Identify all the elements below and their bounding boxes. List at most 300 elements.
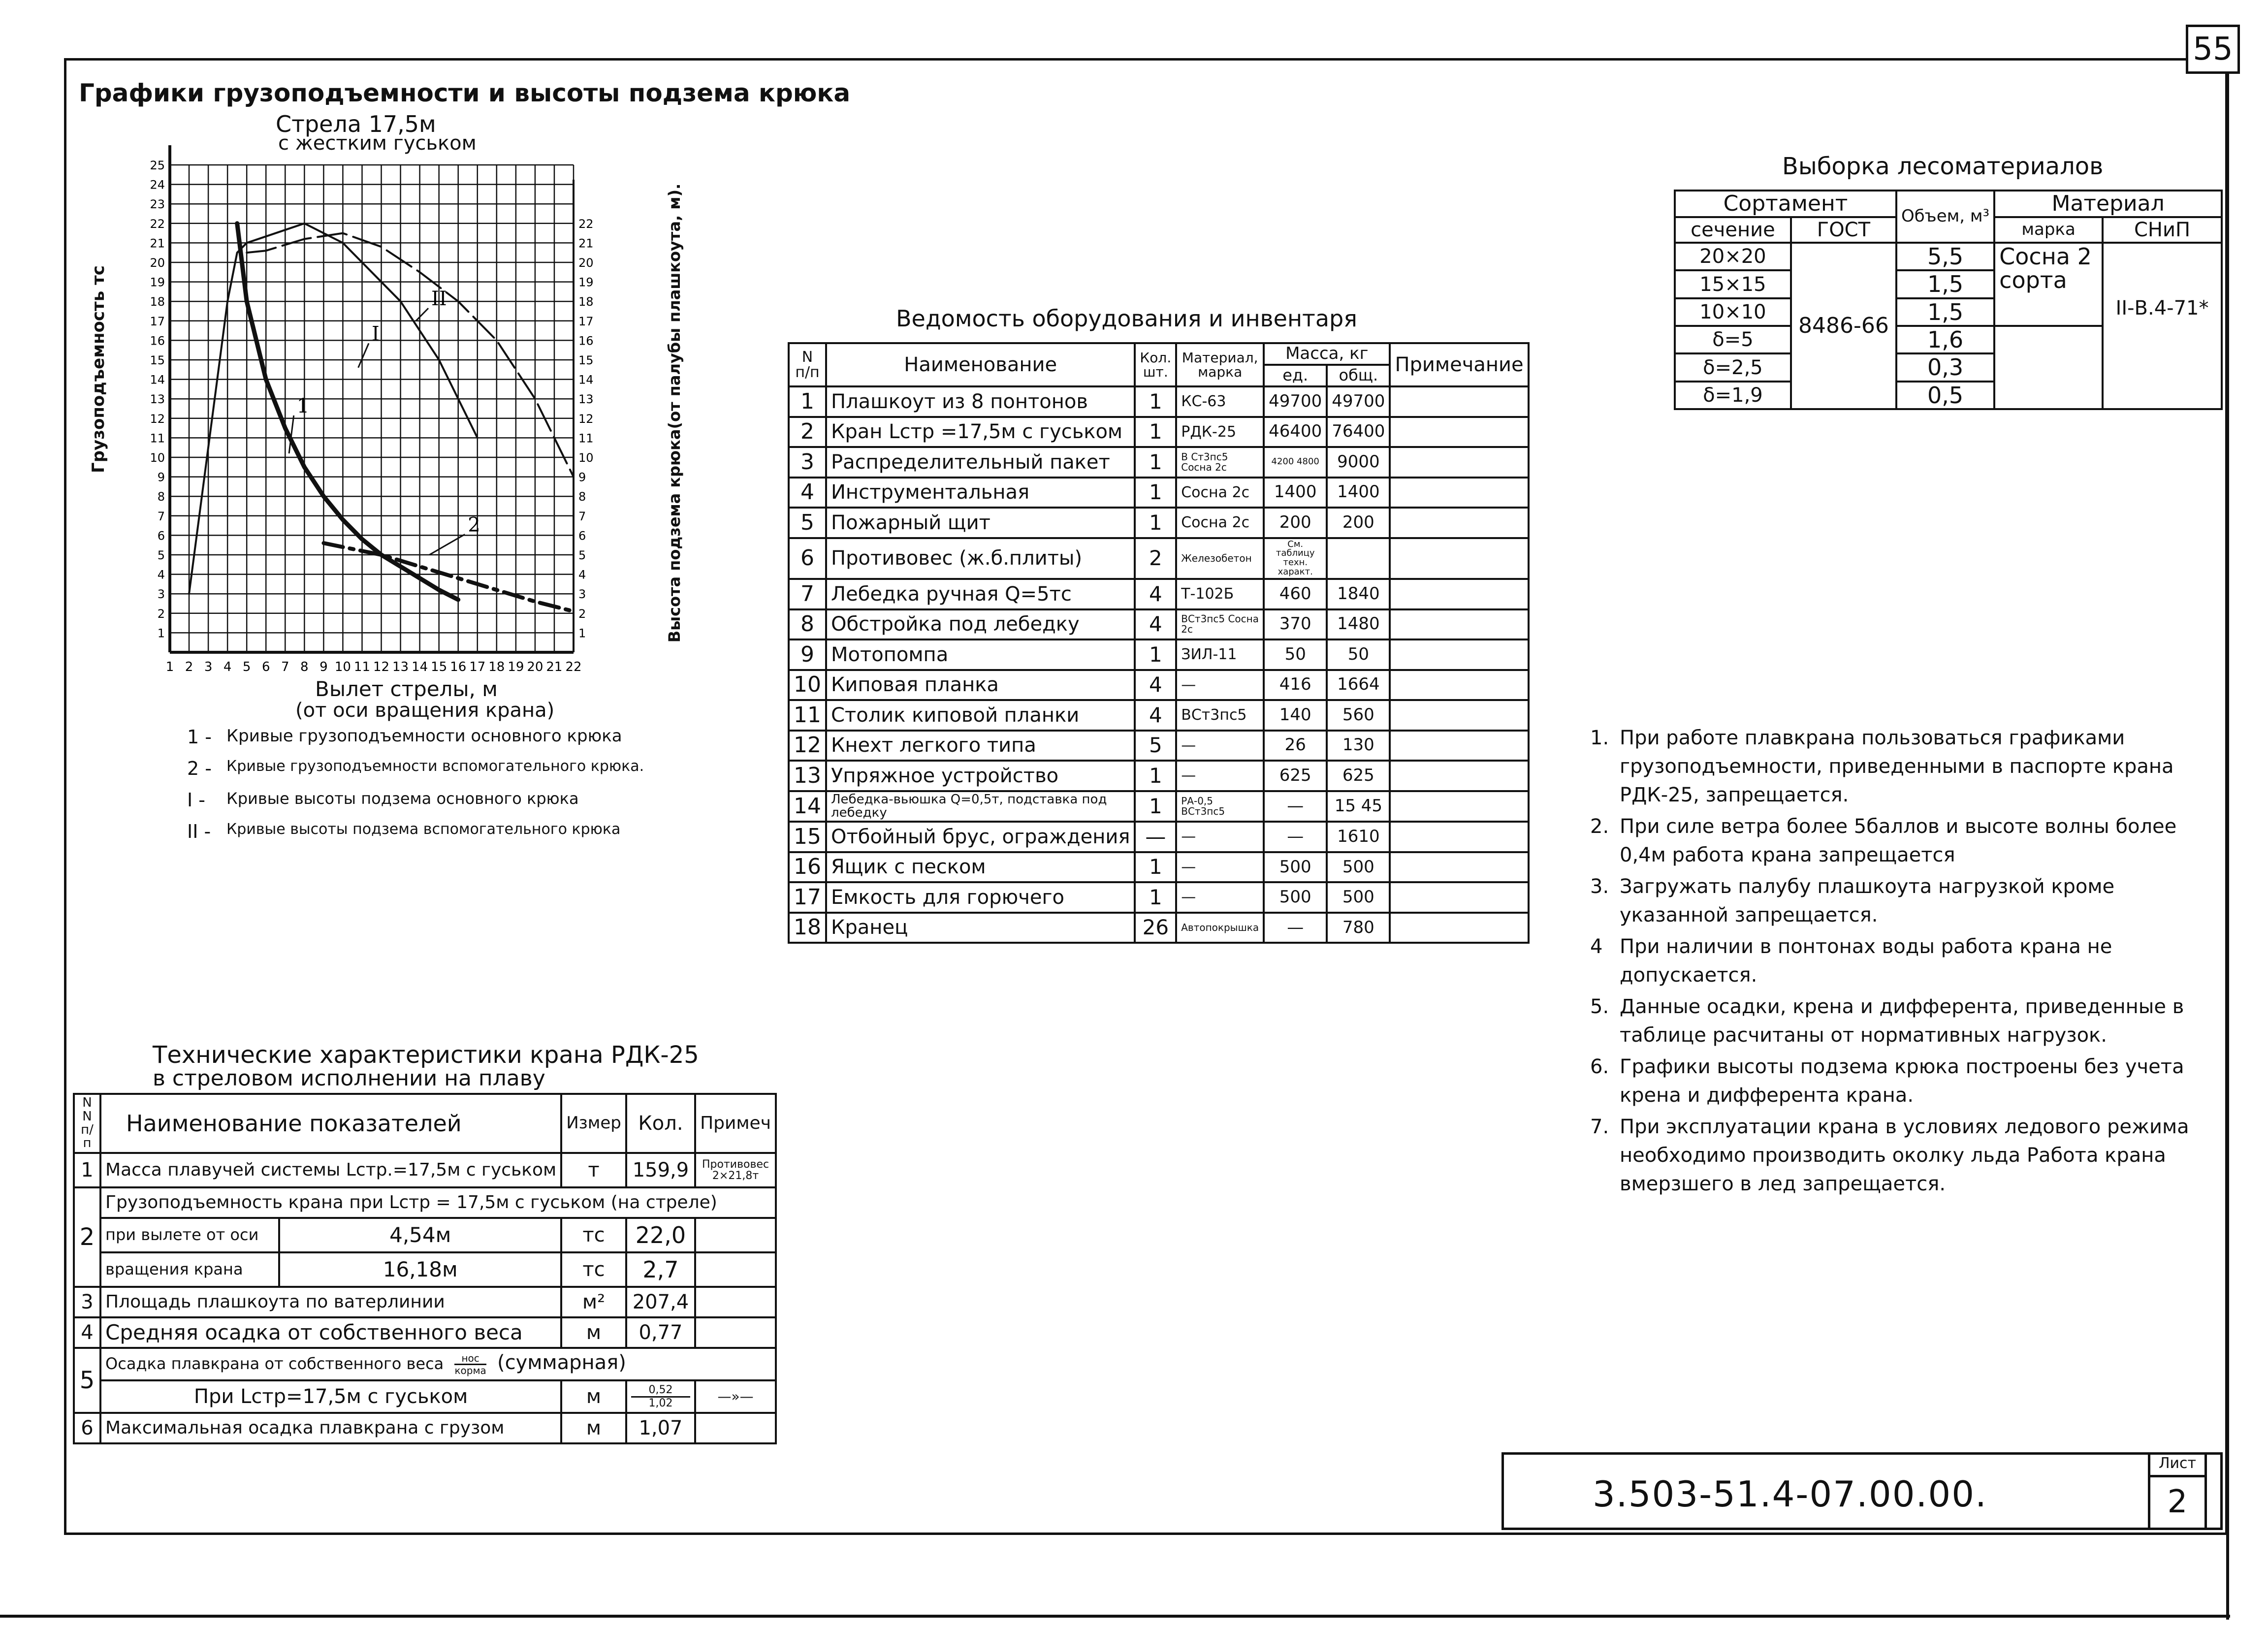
x-tick-label: 3: [204, 660, 213, 674]
curve-label: 1: [296, 394, 310, 417]
y-tick-label-left: 14: [150, 373, 165, 387]
row-num: 14: [789, 791, 826, 822]
col-name: Наименование показателей: [100, 1094, 561, 1153]
col-section: сечение: [1675, 217, 1791, 243]
row-note: [1390, 417, 1528, 447]
x-tick-label: 11: [353, 660, 371, 674]
legend-item: [187, 758, 655, 779]
series-line-1: [237, 223, 458, 600]
col-volume: Объем, м³: [1896, 191, 1994, 243]
title-block: [1501, 1452, 2223, 1530]
y-tick-label-right: 10: [578, 451, 594, 465]
row-num: 5: [74, 1348, 100, 1413]
row-qty: 4: [1135, 670, 1176, 701]
row-qty: 1: [1135, 508, 1176, 538]
y-tick-label-left: 19: [150, 275, 165, 289]
note-num: 6.: [1590, 1055, 1609, 1078]
y-tick-label-left: 12: [150, 412, 165, 426]
drawing-code: 3.503-51.4-07.00.00.: [1593, 1473, 1987, 1515]
y-tick-label-left: 17: [150, 314, 165, 328]
x-tick-label: 14: [412, 660, 428, 674]
right-rule: [2226, 30, 2229, 1620]
row-unit: м²: [561, 1287, 626, 1317]
col-unit: Измер: [561, 1094, 626, 1153]
col-material: Материал, марка: [1176, 343, 1264, 386]
row-mass-unit: См. таблицу техн. характ.: [1264, 538, 1327, 579]
col-gost: ГОСТ: [1791, 217, 1896, 243]
row-note: [1390, 670, 1528, 701]
y-tick-label-right: 3: [578, 587, 586, 602]
y-tick-label-right: 11: [578, 431, 594, 446]
x-tick-label: 19: [508, 660, 524, 674]
row-mass-total: 560: [1327, 700, 1390, 731]
row-qty: 1: [1135, 791, 1176, 822]
y-tick-label-right: 17: [578, 314, 594, 328]
row-mass-unit: —: [1264, 913, 1327, 943]
row-name: Инструментальная: [826, 478, 1135, 508]
row-qty: 207,4: [626, 1287, 695, 1317]
equipment-table: [788, 342, 1530, 944]
x-tick-label: 22: [565, 660, 582, 674]
table-row: [789, 447, 1529, 478]
fraction-bottom: корма: [454, 1365, 486, 1377]
table-row: [789, 913, 1529, 943]
table-row: [789, 700, 1529, 731]
legend-key: 1 -: [187, 726, 212, 748]
y-tick-label-left: 21: [150, 236, 165, 251]
row-name: Площадь плашкоута по ватерлинии: [100, 1287, 561, 1317]
row-mass-total: 1480: [1327, 609, 1390, 640]
note-item: [1590, 812, 2210, 869]
section-cell: δ=1,9: [1675, 382, 1791, 409]
row-unit: тс: [561, 1252, 626, 1287]
row-material: РА-0,5 ВСт3пс5: [1176, 791, 1264, 822]
row-unit: м: [561, 1413, 626, 1443]
col-qty: Кол. шт.: [1135, 343, 1176, 386]
row-name: Упряжное устройство: [826, 761, 1135, 791]
row-suffix: (суммарная): [497, 1351, 626, 1374]
y-tick-label-right: 12: [578, 412, 594, 426]
row-value: 16,18м: [279, 1252, 561, 1287]
y-tick-label-left: 23: [150, 197, 165, 212]
y-tick-label-left: 15: [150, 353, 165, 367]
row-qty: 1: [1135, 478, 1176, 508]
table-row: [789, 882, 1529, 913]
row-note: [1390, 852, 1528, 883]
row-name: Лебедка ручная Q=5тс: [826, 579, 1135, 609]
row-num: 11: [789, 700, 826, 731]
row-num: 17: [789, 882, 826, 913]
y-tick-label-left: 8: [157, 490, 165, 504]
row-name: Кран Lстр =17,5м с гуськом: [826, 417, 1135, 447]
row-name: Кранец: [826, 913, 1135, 943]
table-row: [789, 609, 1529, 640]
x-tick-label: 17: [469, 660, 486, 674]
y-tick-label-right: 5: [578, 548, 586, 562]
qty-top: 0,52: [631, 1384, 690, 1398]
tech-title-2: в стреловом исполнении на плаву: [153, 1066, 545, 1091]
curve-label-leader: [358, 343, 369, 367]
row-note-empty: [695, 1317, 776, 1348]
row-note-empty: [695, 1287, 776, 1317]
row-num: 1: [74, 1153, 100, 1187]
row-name: Отбойный брус, ограждения: [826, 822, 1135, 852]
y-tick-label-left: 9: [157, 470, 165, 484]
row-mass-unit: 1400: [1264, 478, 1327, 508]
x-tick-label: 5: [242, 660, 251, 674]
row-material: В Ст3пс5 Сосна 2с: [1176, 447, 1264, 478]
y-tick-label-left: 1: [157, 626, 165, 640]
row-mass-total: 1610: [1327, 822, 1390, 852]
row-mass-unit: —: [1264, 791, 1327, 822]
legend-item: [187, 789, 655, 811]
row-value: 4,54м: [279, 1218, 561, 1252]
y-tick-label-right: 8: [578, 490, 586, 504]
y-tick-label-left: 25: [150, 159, 165, 172]
note-num: 2.: [1590, 815, 1609, 838]
row-qty: 0,77: [626, 1317, 695, 1348]
row-mass-unit: 49700: [1264, 386, 1327, 417]
note-text: При работе плавкрана пользоваться графиками грузоподъемности, приведенными в паспорте крана РДК-25, запрещается.: [1620, 727, 2174, 806]
x-tick-label: 13: [392, 660, 409, 674]
row-qty: 1: [1135, 417, 1176, 447]
row-name: Распределительный пакет: [826, 447, 1135, 478]
y-tick-label-left: 22: [150, 217, 165, 231]
fraction: [454, 1353, 486, 1376]
x-tick-label: 20: [527, 660, 543, 674]
series-line-I: [189, 223, 478, 594]
row-qty: 1: [1135, 852, 1176, 883]
note-text: При эксплуатации крана в условиях ледового режима необходимо производить околку льда Работа крана вмерзшего в лед запрещается.: [1620, 1116, 2189, 1195]
row-note: [1390, 700, 1528, 731]
y-tick-label-right: 18: [578, 295, 594, 309]
x-tick-label: 7: [281, 660, 289, 674]
row-name-cell: [100, 1348, 776, 1380]
row-subname: При Lстр=17,5м с гуськом: [100, 1380, 561, 1413]
row-num: 18: [789, 913, 826, 943]
row-qty: 159,9: [626, 1153, 695, 1187]
row-qty: 2,7: [626, 1252, 695, 1287]
row-mass-total: 500: [1327, 882, 1390, 913]
note-text: При наличии в понтонах воды работа крана не допускается.: [1620, 935, 2112, 987]
volume-cell: 1,5: [1896, 298, 1994, 326]
section-cell: 10×10: [1675, 298, 1791, 326]
row-qty: 22,0: [626, 1218, 695, 1252]
row-qty: 4: [1135, 609, 1176, 640]
row-mass-unit: 4200 4800: [1264, 447, 1327, 478]
y-tick-label-right: 2: [578, 607, 586, 621]
row-material: ВСт3пс5: [1176, 700, 1264, 731]
curve-label-leader: [416, 308, 428, 321]
note-text: Данные осадки, крена и дифферента, приведенные в таблице расчитаны от нормативных нагрузок.: [1620, 995, 2184, 1047]
row-material: КС-63: [1176, 386, 1264, 417]
y-tick-label-right: 21: [578, 236, 594, 251]
row-num: 13: [789, 761, 826, 791]
row-mass-total: 1664: [1327, 670, 1390, 701]
legend-text: Кривые грузоподъемности вспомогательного крюка.: [226, 758, 644, 775]
x-tick-label: 8: [300, 660, 309, 674]
curve-label: II: [431, 287, 447, 311]
row-mass-total: 1840: [1327, 579, 1390, 609]
x-tick-label: 16: [450, 660, 467, 674]
row-mass-unit: —: [1264, 822, 1327, 852]
row-unit: м: [561, 1380, 626, 1413]
legend-key: II -: [187, 821, 211, 842]
y-tick-label-right: 15: [578, 353, 594, 367]
x-tick-label: 15: [431, 660, 447, 674]
row-qty: 1: [1135, 447, 1176, 478]
row-subname: при вылете от оси: [100, 1218, 279, 1252]
row-mass-unit: 140: [1264, 700, 1327, 731]
lumber-table: [1674, 190, 2223, 410]
row-num: 6: [74, 1413, 100, 1443]
row-name: Масса плавучей системы Lстр.=17,5м с гуськом: [100, 1153, 561, 1187]
table-row: [789, 579, 1529, 609]
row-note: [1390, 538, 1528, 579]
table-row: [789, 761, 1529, 791]
row-name: Кнехт легкого типа: [826, 731, 1135, 761]
row-mass-unit: 46400: [1264, 417, 1327, 447]
table-row: [789, 538, 1529, 579]
row-note-empty: [695, 1413, 776, 1443]
volume-cell: 0,5: [1896, 382, 1994, 409]
row-mass-unit: 416: [1264, 670, 1327, 701]
curve-label-leader: [429, 534, 465, 555]
row-num: 2: [74, 1187, 100, 1287]
note-item: [1590, 872, 2210, 929]
legend-item: [187, 821, 655, 842]
note-text: При силе ветра более 5баллов и высоте волны более 0,4м работа крана запрещается: [1620, 815, 2177, 866]
y-tick-label-left: 6: [157, 529, 165, 543]
row-name: Столик киповой планки: [826, 700, 1135, 731]
table-row: [789, 852, 1529, 883]
col-mass-total: общ.: [1327, 365, 1390, 386]
curve-label: I: [372, 322, 380, 346]
note-item: [1590, 932, 2210, 990]
tech-table: [73, 1093, 777, 1444]
section-cell: 15×15: [1675, 270, 1791, 298]
sheet-number: 2: [2167, 1484, 2188, 1520]
row-material: Сосна 2с: [1176, 508, 1264, 538]
bottom-rule: [0, 1615, 2230, 1618]
row-mass-total: 1400: [1327, 478, 1390, 508]
lumber-title: Выборка лесоматериалов: [1782, 153, 2104, 180]
row-material: ЗИЛ-11: [1176, 639, 1264, 670]
y-tick-label-left: 11: [150, 431, 165, 446]
row-mass-unit: 500: [1264, 852, 1327, 883]
col-marka: марка: [1994, 217, 2103, 243]
marka-empty: [1994, 326, 2103, 409]
row-material: —: [1176, 670, 1264, 701]
x-axis-label-2: (от оси вращения крана): [295, 699, 555, 722]
x-tick-label: 21: [546, 660, 563, 674]
row-num: 4: [74, 1317, 100, 1348]
row-mass-total: 500: [1327, 852, 1390, 883]
x-tick-label: 4: [223, 660, 232, 674]
volume-cell: 1,6: [1896, 326, 1994, 353]
sheet-label: Лист: [2150, 1452, 2204, 1477]
row-material: Железобетон: [1176, 538, 1264, 579]
row-num: 12: [789, 731, 826, 761]
col-material: Материал: [1994, 191, 2222, 217]
legend-key: I -: [187, 789, 205, 811]
col-snip: СНиП: [2103, 217, 2222, 243]
row-material: —: [1176, 731, 1264, 761]
row-num: 8: [789, 609, 826, 640]
y-tick-label-left: 4: [157, 568, 165, 582]
row-num: 2: [789, 417, 826, 447]
capacity-chart: [113, 143, 650, 714]
row-qty: 5: [1135, 731, 1176, 761]
row-mass-total: 200: [1327, 508, 1390, 538]
row-note: [1390, 822, 1528, 852]
row-material: РДК-25: [1176, 417, 1264, 447]
table-row: [789, 478, 1529, 508]
y-tick-label-right: 6: [578, 529, 586, 543]
row-name: Пожарный щит: [826, 508, 1135, 538]
row-qty: 1: [1135, 639, 1176, 670]
row-qty: —: [1135, 822, 1176, 852]
note-item: [1590, 1113, 2210, 1198]
table-row: [789, 639, 1529, 670]
row-material: ВСт3пс5 Сосна 2с: [1176, 609, 1264, 640]
chart-title: Графики грузоподъемности и высоты подзема крюка: [79, 79, 851, 107]
row-name: Максимальная осадка плавкрана с грузом: [100, 1413, 561, 1443]
volume-cell: 0,3: [1896, 353, 1994, 381]
row-mass-total: 50: [1327, 639, 1390, 670]
y-tick-label-left: 24: [150, 178, 165, 192]
col-note: Примечание: [1390, 343, 1528, 386]
row-mass-total: 625: [1327, 761, 1390, 791]
x-tick-label: 18: [488, 660, 505, 674]
row-note-empty: [695, 1252, 776, 1287]
section-cell: δ=2,5: [1675, 353, 1791, 381]
col-num: N N п/п: [74, 1094, 100, 1153]
row-mass-unit: 625: [1264, 761, 1327, 791]
row-note: [1390, 579, 1528, 609]
y-tick-label-right: 9: [578, 470, 586, 484]
snip-cell: II-В.4-71*: [2103, 243, 2222, 409]
row-name: Ящик с песком: [826, 852, 1135, 883]
note-num: 5.: [1590, 995, 1609, 1018]
row-qty: 1: [1135, 761, 1176, 791]
note-text: Загружать палубу плашкоута нагрузкой кроме указанной запрещается.: [1620, 875, 2115, 926]
row-material: —: [1176, 882, 1264, 913]
curve-label: 2: [468, 513, 480, 537]
row-note: [1390, 761, 1528, 791]
table-row: [789, 417, 1529, 447]
section-cell: δ=5: [1675, 326, 1791, 353]
col-qty: Кол.: [626, 1094, 695, 1153]
note-text: Графики высоты подзема крюка построены без учета крена и дифферента крана.: [1620, 1055, 2184, 1107]
y-tick-label-left: 10: [150, 451, 165, 465]
row-name: Осадка плавкрана от собственного веса: [105, 1354, 444, 1373]
x-tick-label: 1: [165, 660, 174, 674]
row-qty: 26: [1135, 913, 1176, 943]
y-tick-label-left: 5: [157, 548, 165, 562]
gost-cell: 8486-66: [1791, 243, 1896, 409]
sheet-cell: [2148, 1452, 2207, 1530]
row-material: Автопокрышка: [1176, 913, 1264, 943]
row-name: Средняя осадка от собственного веса: [100, 1317, 561, 1348]
tech-title-1: Технические характеристики крана РДК-25: [153, 1041, 699, 1069]
notes-list: [1590, 724, 2210, 1198]
row-note: [1390, 508, 1528, 538]
y-axis-label-right: Высота подзема крюка(от палубы плашкоута, м).: [665, 183, 684, 643]
note-item: [1590, 992, 2210, 1050]
y-tick-label-left: 16: [150, 334, 165, 348]
note-num: 1.: [1590, 727, 1609, 749]
page-number-box: [2186, 25, 2240, 74]
row-mass-total: 76400: [1327, 417, 1390, 447]
row-qty: 1: [1135, 386, 1176, 417]
y-tick-label-left: 3: [157, 587, 165, 602]
row-mass-unit: 500: [1264, 882, 1327, 913]
y-tick-label-left: 20: [150, 256, 165, 270]
section-cell: 20×20: [1675, 243, 1791, 270]
row-name: Емкость для горючего: [826, 882, 1135, 913]
note-num: 4: [1590, 935, 1603, 958]
row-mass-unit: 50: [1264, 639, 1327, 670]
series-line-2: [323, 543, 574, 611]
legend-text: Кривые высоты подзема основного крюка: [226, 789, 579, 808]
x-tick-label: 6: [261, 660, 270, 674]
row-qty: 1: [1135, 882, 1176, 913]
y-tick-label-right: 13: [578, 392, 594, 407]
row-name: Киповая планка: [826, 670, 1135, 701]
row-note: [1390, 609, 1528, 640]
col-num: N п/п: [789, 343, 826, 386]
y-tick-label-right: 1: [578, 626, 586, 640]
row-num: 10: [789, 670, 826, 701]
row-num: 3: [74, 1287, 100, 1317]
row-material: —: [1176, 852, 1264, 883]
row-name: Плашкоут из 8 понтонов: [826, 386, 1135, 417]
x-tick-label: 2: [185, 660, 193, 674]
row-mass-total: 49700: [1327, 386, 1390, 417]
col-sortament: Сортамент: [1675, 191, 1896, 217]
row-material: —: [1176, 822, 1264, 852]
equipment-title: Ведомость оборудования и инвентаря: [896, 305, 1357, 332]
row-num: 6: [789, 538, 826, 579]
row-name: Мотопомпа: [826, 639, 1135, 670]
row-mass-total: 9000: [1327, 447, 1390, 478]
volume-cell: 5,5: [1896, 243, 1994, 270]
y-tick-label-right: 4: [578, 568, 586, 582]
y-tick-label-right: 20: [578, 256, 594, 270]
row-qty: 1,07: [626, 1413, 695, 1443]
row-name: Лебедка-вьюшка Q=0,5т, подставка под лебедку: [826, 791, 1135, 822]
row-note: Противовес 2×21,8т: [695, 1153, 776, 1187]
table-row: [789, 670, 1529, 701]
note-item: [1590, 724, 2210, 809]
row-material: —: [1176, 761, 1264, 791]
legend-text: Кривые высоты подзема вспомогательного крюка: [226, 821, 621, 838]
qty-bottom: 1,02: [648, 1397, 673, 1409]
row-mass-total: 130: [1327, 731, 1390, 761]
x-tick-label: 10: [334, 660, 351, 674]
y-tick-label-left: 2: [157, 607, 165, 621]
row-mass-unit: 460: [1264, 579, 1327, 609]
row-mass-unit: 26: [1264, 731, 1327, 761]
row-note-empty: [695, 1218, 776, 1252]
y-tick-label-left: 13: [150, 392, 165, 407]
row-num: 1: [789, 386, 826, 417]
y-tick-label-left: 18: [150, 295, 165, 309]
y-tick-label-right: 14: [578, 373, 594, 387]
row-mass-total: 780: [1327, 913, 1390, 943]
row-num: 16: [789, 852, 826, 883]
